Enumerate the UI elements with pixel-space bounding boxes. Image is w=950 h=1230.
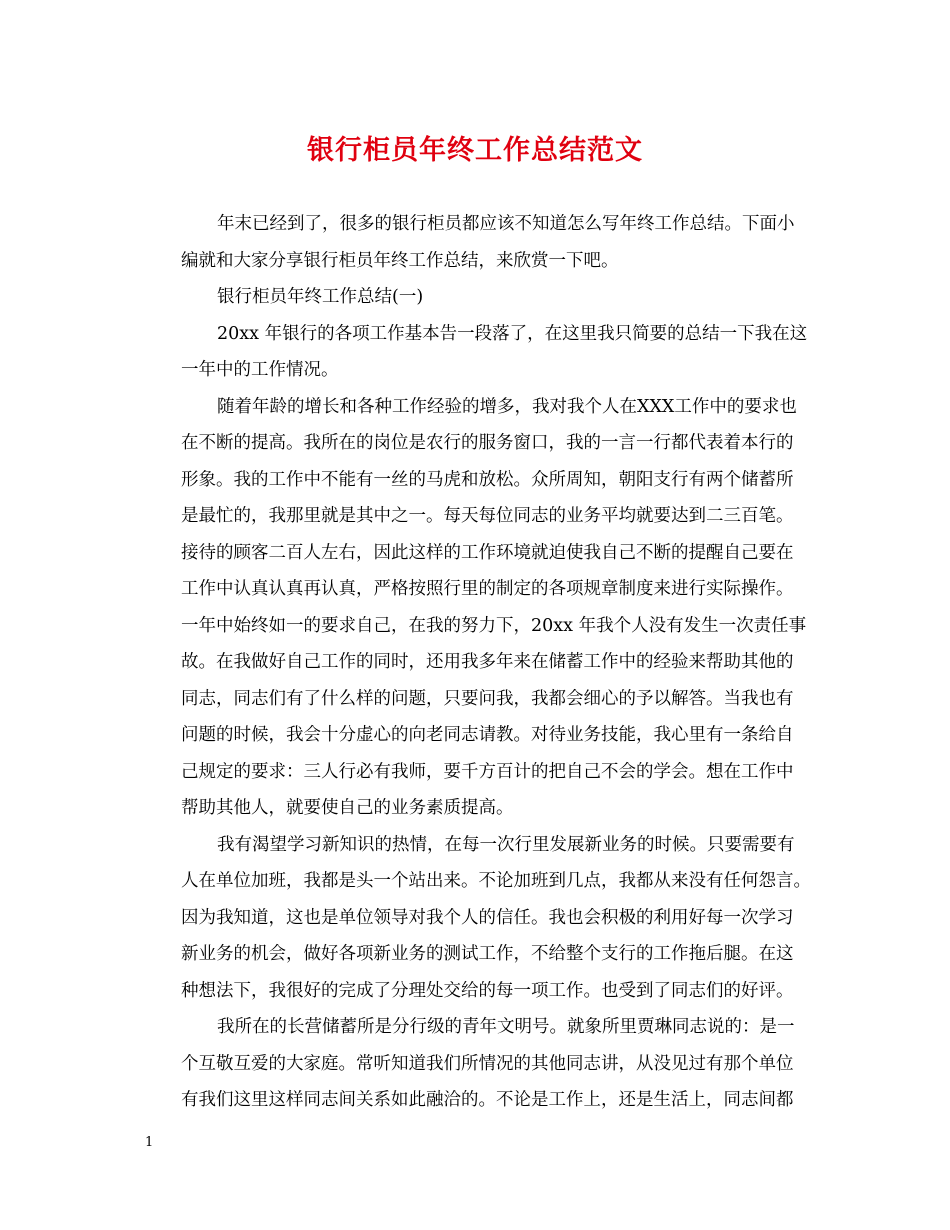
paragraph-line: 帮助其他人，就要使自己的业务素质提高。 (181, 798, 514, 818)
document-body (145, 206, 811, 1119)
document-title: 银行柜员年终工作总结范文 (307, 135, 643, 166)
paragraph-team (145, 1009, 807, 1119)
paragraph-line: 故。在我做好自己工作的同时，还用我多年来在储蓄工作中的经验来帮助其他的 (181, 652, 794, 672)
page-number: 1 (145, 1135, 154, 1150)
paragraph-line: 同志，同志们有了什么样的问题，只要问我，我都会细心的予以解答。当我也有 (181, 688, 794, 709)
paragraph-work-requirements (145, 389, 807, 827)
paragraph-line: 工作中认真认真再认真，严格按照行里的制定的各项规章制度来进行实际操作。 (181, 579, 794, 599)
paragraph-line: 一年中始终如一的要求自己，在我的努力下，20xx 年我个人没有发生一次责任事 (181, 615, 807, 636)
paragraph-line: 人在单位加班，我都是头一个站出来。不论加班到几点，我都从来没有任何怨言。 (181, 871, 811, 891)
paragraph-line: 我有渴望学习新知识的热情，在每一次行里发展新业务的时候。只要需要有 (217, 834, 795, 855)
paragraph-line: 己规定的要求：三人行必有我师，要千方百计的把自己不会的学会。想在工作中 (181, 761, 794, 782)
paragraph-line: 接待的顾客二百人左右，因此这样的工作环境就迫使我自己不断的提醒自己要在 (181, 542, 794, 563)
paragraph-line: 随着年龄的增长和各种工作经验的增多，我对我个人在XXX工作中的要求也 (217, 396, 797, 417)
paragraph-line: 年末已经到了，很多的银行柜员都应该不知道怎么写年终工作总结。下面小 (217, 214, 795, 234)
paragraph-line: 问题的时候，我会十分虚心的向老同志请教。对待业务技能，我心里有一条给自 (181, 725, 794, 745)
paragraph-line: 是最忙的，我那里就是其中之一。每天每位同志的业务平均就要达到二三百笔。 (181, 506, 794, 526)
paragraph-line: 种想法下，我很好的完成了分理处交给的每一项工作。也受到了同志们的好评。 (181, 980, 794, 1001)
paragraph-line: 个互敬互爱的大家庭。常听知道我们所情况的其他同志讲，从没见过有那个单位 (181, 1053, 794, 1074)
paragraph-line: 有我们这里这样同志间关系如此融洽的。不论是工作上，还是生活上，同志间都 (181, 1090, 794, 1110)
section-heading (145, 279, 807, 316)
paragraph-overview (145, 316, 807, 389)
paragraph-line: 一年中的工作情况。 (181, 360, 339, 380)
paragraph-line: 形象。我的工作中不能有一丝的马虎和放松。众所周知，朝阳支行有两个储蓄所 (181, 469, 794, 490)
paragraph-line: 我所在的长营储蓄所是分行级的青年文明号。就象所里贾琳同志说的：是一 (217, 1017, 795, 1037)
paragraph-line: 新业务的机会，做好各项新业务的测试工作，不给整个支行的工作拖后腿。在这 (181, 944, 794, 964)
paragraph-line: 在不断的提高。我所在的岗位是农行的服务窗口，我的一言一行都代表着本行的 (181, 433, 794, 453)
paragraph-intro (145, 206, 807, 279)
paragraph-line: 因为我知道，这也是单位领导对我个人的信任。我也会积极的利用好每一次学习 (181, 907, 794, 928)
paragraph-learning (145, 827, 811, 1010)
paragraph-line: 编就和大家分享银行柜员年终工作总结，来欣赏一下吧。 (181, 250, 619, 271)
paragraph-line: 20xx 年银行的各项工作基本告一段落了，在这里我只简要的总结一下我在这 (217, 323, 808, 344)
paragraph-line: 银行柜员年终工作总结(一) (217, 287, 424, 307)
